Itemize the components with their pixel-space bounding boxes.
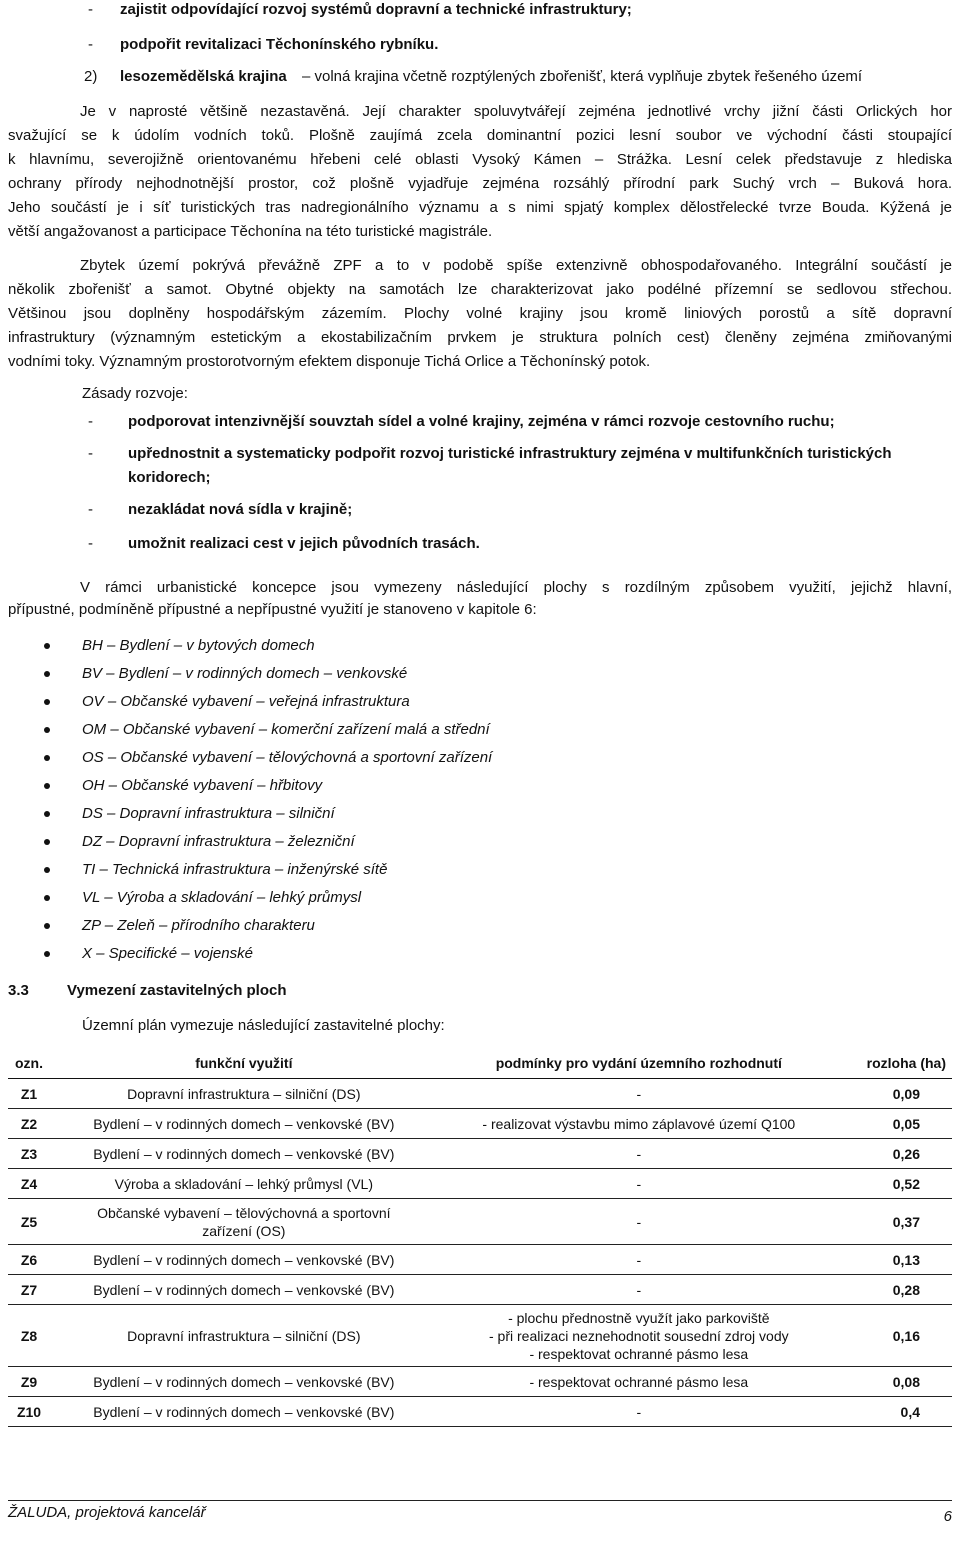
document-page: - zajistit odpovídající rozvoj systémů dopravní a technické infrastruktury; - podpořit revitalizaci Těchonínského rybníku. 2) lesozemědělská krajina – volná krajina včetně rozptýlených zbořenišť, která vyplňuje zbytek řešeného území Je v naprosté většině nezastavěná. Její charakter spoluvytvářejí zejména jednotlivé vrchy jižní části Orlických hor svažující se k údolím vodních toků. Plošně zaujímá zcela dominantní pozici lesní soubor ve východní části stoupající k hlavnímu, severojižně orientovanému hřebeni celé oblasti Vysoký Kámen – Strážka. Lesní celek představuje z hlediska ochrany přírody nejhodnotnější prostor, což plošně vyjadřuje zejména rozsáhlý přírodní park Suchý vrch – Buková hora. Jeho součástí je i síť turistických tras nadregionálního významu a s nimi spjatý komplex dělostřelecké tvrze Bouda. Kýžená je větší angažovanost a participace Těchonína na této turistické magistrále. Zbytek území pokrývá převážně ZPF a to v podobě spíše extenzivně obhospodařovaného. Integrální součástí je několik zbořenišť a samot. Obytné objekty na samotách lze charakterizovat jako podélné přízemní se sedlovou střechou. Většinou jsou doplněny hospodářským zázemím. Plochy volné krajiny jsou kromě liniových porostů a sítě dopravní infrastruktury (významným estetickým a ekostabilizačním prvkem je struktura polních cest) členěny zejména zmiňovanými vodními toky. Významným prostorotvorným efektem disponuje Tichá Orlice a Těchonínský potok. Zásady rozvoje: - podporovat intenzivnější souvztah sídel a volné krajiny, zejména v rámci rozvoje cestovního ruchu; - upřednostnit a systematicky podpořit rozvoj turistické infrastruktury zejména v multifunkčních turistických koridorech; - nezakládat nová sídla v krajině; - umožnit realizaci cest v jejich původních trasách. V rámci urbanistické koncepce jsou vymezeny následující plochy s rozdílným způsobem využití, jejichž hlavní, přípustné, podmíněně přípustné a nepřípustné využití je stanoveno v kapitole 6: BH – Bydlení – v bytových domech BV – Bydlení – v rodinných domech – venkovské OV – Občanské vybavení – veřejná infrastruktura OM – Občanské vybavení – komerční zařízení malá a střední OS – Občanské vybavení – tělovýchovná a sportovní zařízení OH – Občanské vybavení – hřbitovy DS – Dopravní infrastruktura – silniční DZ – Dopravní infrastruktura – železniční TI – Technická infrastruktura – inženýrské sítě VL – Výroba a skladování – lehký průmysl ZP – Zeleň – přírodního charakteru X – Specifické – vojenské 3.3 Vymezení zastavitelných ploch Územní plán vymezuje následující zastavitelné plochy: ozn. funkční využití podmínky pro vydání územního rozhodnutí rozloha (ha) Z1 Dopravní infrastruktura – silniční (DS) - 0,09 Z2 Bydlení – v rodinných domech – venkovské (BV) - realizovat výstavbu mimo záplavové území Q100 0,05 Z3 Bydlení – v rodinných domech – venkovské (BV) - 0,26 Z4 Výroba a skladování – lehký průmysl (VL) - 0,52 Z5 Občanské vybavení – tělovýchovná a sportovní zařízení (OS) - 0,37 Z6 Bydlení – v rodinných domech – venkovské (BV) - 0,13 Z7 Bydlení – v rodinných domech – venkovské (BV) - 0,28 Z8 Dopravní infrastruktura – silniční (DS) - plochu přednostně využít jako parkoviště - při realizaci neznehodnotit sousední zdroj vody - respektovat ochranné pásmo lesa 0,16 Z9 Bydlení – v rodinných domech – venkovské (BV) - respektovat ochranné pásmo lesa 0,08 Z10 Bydlení – v rodinných domech – venkovské (BV) - 0,4 ŽALUDA, projektová kancelář 6 bbox=[8, 1, 952, 1525]
cell-use-line: Bydlení – v rodinných domech – venkovské (BV) bbox=[93, 1403, 395, 1420]
cell-id: Z6 bbox=[8, 1245, 50, 1275]
bullet-item: VL – Výroba a skladování – lehký průmysl bbox=[82, 889, 362, 906]
cell-id: Z8 bbox=[8, 1305, 50, 1367]
table-row bbox=[8, 1275, 952, 1305]
cell-conditions bbox=[438, 1245, 840, 1275]
table-row bbox=[8, 1245, 952, 1275]
cell-use-line: Bydlení – v rodinných domech – venkovské (BV) bbox=[93, 1373, 395, 1390]
cell-condition-line: - bbox=[636, 1403, 642, 1420]
cell-use bbox=[50, 1275, 438, 1305]
cell-id: Z5 bbox=[8, 1199, 50, 1245]
bullet-dot bbox=[44, 951, 50, 957]
bullet-dot bbox=[44, 699, 50, 705]
cell-conditions bbox=[438, 1109, 840, 1139]
paragraph-line: k hlavnímu, severojižně orientovanému hřebeni celé oblasti Vysoký Kámen – Strážka. Lesní celek představuje z hlediska bbox=[8, 151, 952, 168]
cell-use-line: Dopravní infrastruktura – silniční (DS) bbox=[127, 1327, 361, 1344]
paragraph-line: Zbytek území pokrývá převážně ZPF a to v podobě spíše extenzivně obhospodařovaného. Integrální součástí je bbox=[80, 257, 952, 274]
cell-id: Z10 bbox=[8, 1397, 50, 1427]
bullet-item: OS – Občanské vybavení – tělovýchovná a sportovní zařízení bbox=[82, 749, 493, 766]
cell-conditions bbox=[438, 1199, 840, 1245]
cell-area: 0,28 bbox=[840, 1275, 952, 1305]
table-row bbox=[8, 1305, 952, 1367]
cell-conditions bbox=[438, 1367, 840, 1397]
cell-condition-line: - bbox=[636, 1213, 642, 1230]
cell-use-line: Bydlení – v rodinných domech – venkovské (BV) bbox=[93, 1251, 395, 1268]
bullet-item: BH – Bydlení – v bytových domech bbox=[82, 637, 315, 654]
footer-company: ŽALUDA, projektová kancelář bbox=[8, 1504, 206, 1521]
bullet-item: OH – Občanské vybavení – hřbitovy bbox=[82, 777, 323, 794]
bullet-item: DS – Dopravní infrastruktura – silniční bbox=[82, 805, 335, 822]
cell-condition-line: - respektovat ochranné pásmo lesa bbox=[529, 1345, 749, 1362]
cell-area: 0,05 bbox=[840, 1109, 952, 1139]
cell-id: Z1 bbox=[8, 1079, 50, 1109]
cell-id: Z2 bbox=[8, 1109, 50, 1139]
cell-use bbox=[50, 1109, 438, 1139]
cell-area: 0,4 bbox=[840, 1397, 952, 1427]
paragraph-line: Územní plán vymezuje následující zastavitelné plochy: bbox=[82, 1017, 445, 1034]
cell-use-line: Bydlení – v rodinných domech – venkovské (BV) bbox=[93, 1115, 395, 1132]
bullet-item: BV – Bydlení – v rodinných domech – venkovské bbox=[82, 665, 408, 682]
cell-condition-line: - bbox=[636, 1281, 642, 1298]
cell-condition-line: - realizovat výstavbu mimo záplavové území Q100 bbox=[482, 1115, 796, 1132]
cell-condition-line: - bbox=[636, 1251, 642, 1268]
table-row bbox=[8, 1109, 952, 1139]
col-id-header: ozn. bbox=[8, 1048, 50, 1079]
cell-area: 0,26 bbox=[840, 1139, 952, 1169]
table-header-row bbox=[8, 1048, 952, 1079]
cell-id: Z7 bbox=[8, 1275, 50, 1305]
bullet-dot bbox=[44, 783, 50, 789]
bullet-dot bbox=[44, 671, 50, 677]
zones-table bbox=[8, 1048, 952, 1427]
bullet-item: DZ – Dopravní infrastruktura – železniční bbox=[82, 833, 355, 850]
cell-condition-line: - při realizaci neznehodnotit sousední zdroj vody bbox=[489, 1327, 789, 1344]
cell-area: 0,08 bbox=[840, 1367, 952, 1397]
cell-condition-line: - plochu přednostně využít jako parkoviště bbox=[508, 1309, 770, 1326]
bullet-item: X – Specifické – vojenské bbox=[82, 945, 253, 962]
paragraph-line: několik zbořenišť a samot. Obytné objekty na samotách lze charakterizovat jako podélné přízemní se sedlovou střechou. bbox=[8, 281, 952, 298]
col-conditions-header: podmínky pro vydání územního rozhodnutí bbox=[438, 1048, 840, 1079]
cell-use bbox=[50, 1169, 438, 1199]
cell-use-line: Občanské vybavení – tělovýchovná a sportovní bbox=[97, 1204, 391, 1221]
bullet-dot bbox=[44, 839, 50, 845]
paragraph-line: Většinou jsou doplněny hospodářským zázemím. Plochy volné krajiny jsou kromě liniových porostů a sítě dopravní bbox=[8, 305, 952, 322]
cell-use bbox=[50, 1245, 438, 1275]
cell-conditions bbox=[438, 1397, 840, 1427]
subheading: Zásady rozvoje: bbox=[82, 385, 188, 402]
page-number: 6 bbox=[943, 1508, 952, 1525]
cell-use bbox=[50, 1397, 438, 1427]
bullet-dot bbox=[44, 895, 50, 901]
cell-use-line: Dopravní infrastruktura – silniční (DS) bbox=[127, 1085, 361, 1102]
bullet-item: OM – Občanské vybavení – komerční zařízení malá a střední bbox=[82, 721, 490, 738]
bullet-dot bbox=[44, 727, 50, 733]
cell-use bbox=[50, 1079, 438, 1109]
paragraph-line: svažující se k údolím vodních toků. Plošně zaujímá zcela dominantní pozici lesní soubor ve východní části stoupající bbox=[8, 127, 952, 144]
cell-area: 0,16 bbox=[840, 1305, 952, 1367]
cell-area: 0,52 bbox=[840, 1169, 952, 1199]
cell-id: Z4 bbox=[8, 1169, 50, 1199]
cell-area: 0,37 bbox=[840, 1199, 952, 1245]
cell-conditions bbox=[438, 1169, 840, 1199]
cell-id: Z9 bbox=[8, 1367, 50, 1397]
cell-conditions bbox=[438, 1079, 840, 1109]
paragraph-line: větší angažovanost a participace Těchonína na této turistické magistrále. bbox=[8, 223, 493, 240]
bullet-dot bbox=[44, 755, 50, 761]
cell-use-line: Výroba a skladování – lehký průmysl (VL) bbox=[114, 1175, 373, 1192]
cell-condition-line: - bbox=[636, 1175, 642, 1192]
cell-area: 0,13 bbox=[840, 1245, 952, 1275]
cell-conditions bbox=[438, 1139, 840, 1169]
cell-use-line: Bydlení – v rodinných domech – venkovské (BV) bbox=[93, 1145, 395, 1162]
bullet-dot bbox=[44, 811, 50, 817]
bullet-dot bbox=[44, 867, 50, 873]
paragraph-line: Je v naprosté většině nezastavěná. Její charakter spoluvytvářejí zejména jednotlivé vrchy jižní části Orlických hor bbox=[80, 103, 952, 120]
cell-condition-line: - bbox=[636, 1145, 642, 1162]
bullet-item: OV – Občanské vybavení – veřejná infrastruktura bbox=[82, 693, 410, 710]
col-use-header: funkční využití bbox=[50, 1048, 438, 1079]
bullet-dot bbox=[44, 643, 50, 649]
table-row bbox=[8, 1079, 952, 1109]
bullet-item: ZP – Zeleň – přírodního charakteru bbox=[82, 917, 315, 934]
paragraph-line: Jeho součástí je i síť turistických tras nadregionálního významu a s nimi spjatý komplex dělostřelecké tvrze Bouda. Kýžená je bbox=[8, 199, 952, 216]
cell-use-line: zařízení (OS) bbox=[202, 1222, 286, 1239]
cell-area: 0,09 bbox=[840, 1079, 952, 1109]
table-row bbox=[8, 1199, 952, 1245]
paragraph-line: vodními toky. Významným prostorotvorným efektem disponuje Tichá Orlice a Těchonínský potok. bbox=[8, 353, 651, 370]
paragraph-line: V rámci urbanistické koncepce jsou vymezeny následující plochy s rozdílným způsobem využití, jejichž hlavní, bbox=[80, 579, 952, 596]
cell-use bbox=[50, 1199, 438, 1245]
table-row bbox=[8, 1367, 952, 1397]
cell-use bbox=[50, 1367, 438, 1397]
section-heading: 3.3 Vymezení zastavitelných ploch bbox=[8, 982, 287, 999]
bullet-dot bbox=[44, 923, 50, 929]
bullet-item: TI – Technická infrastruktura – inženýrské sítě bbox=[82, 861, 388, 878]
cell-use bbox=[50, 1305, 438, 1367]
cell-use-line: Bydlení – v rodinných domech – venkovské (BV) bbox=[93, 1281, 395, 1298]
paragraph-line: infrastruktury (významným estetickým a ekostabilizačním prvkem je struktura polních cest) členěny zejména zmiňovanými bbox=[8, 329, 952, 346]
cell-conditions bbox=[438, 1275, 840, 1305]
cell-condition-line: - respektovat ochranné pásmo lesa bbox=[529, 1373, 749, 1390]
paragraph-line: přípustné, podmíněně přípustné a nepřípustné využití je stanoveno v kapitole 6: bbox=[8, 601, 537, 618]
table-row bbox=[8, 1169, 952, 1199]
table-row bbox=[8, 1139, 952, 1169]
cell-condition-line: - bbox=[636, 1085, 642, 1102]
cell-id: Z3 bbox=[8, 1139, 50, 1169]
cell-conditions bbox=[438, 1305, 840, 1367]
cell-use bbox=[50, 1139, 438, 1169]
col-area-header: rozloha (ha) bbox=[840, 1048, 952, 1079]
paragraph-line: ochrany přírody nejhodnotnější prostor, což plošně vyjadřuje zejména rozsáhlý přírodní park Suchý vrch – Buková hora. bbox=[8, 175, 952, 192]
table-row bbox=[8, 1397, 952, 1427]
footer-divider bbox=[8, 1500, 952, 1501]
